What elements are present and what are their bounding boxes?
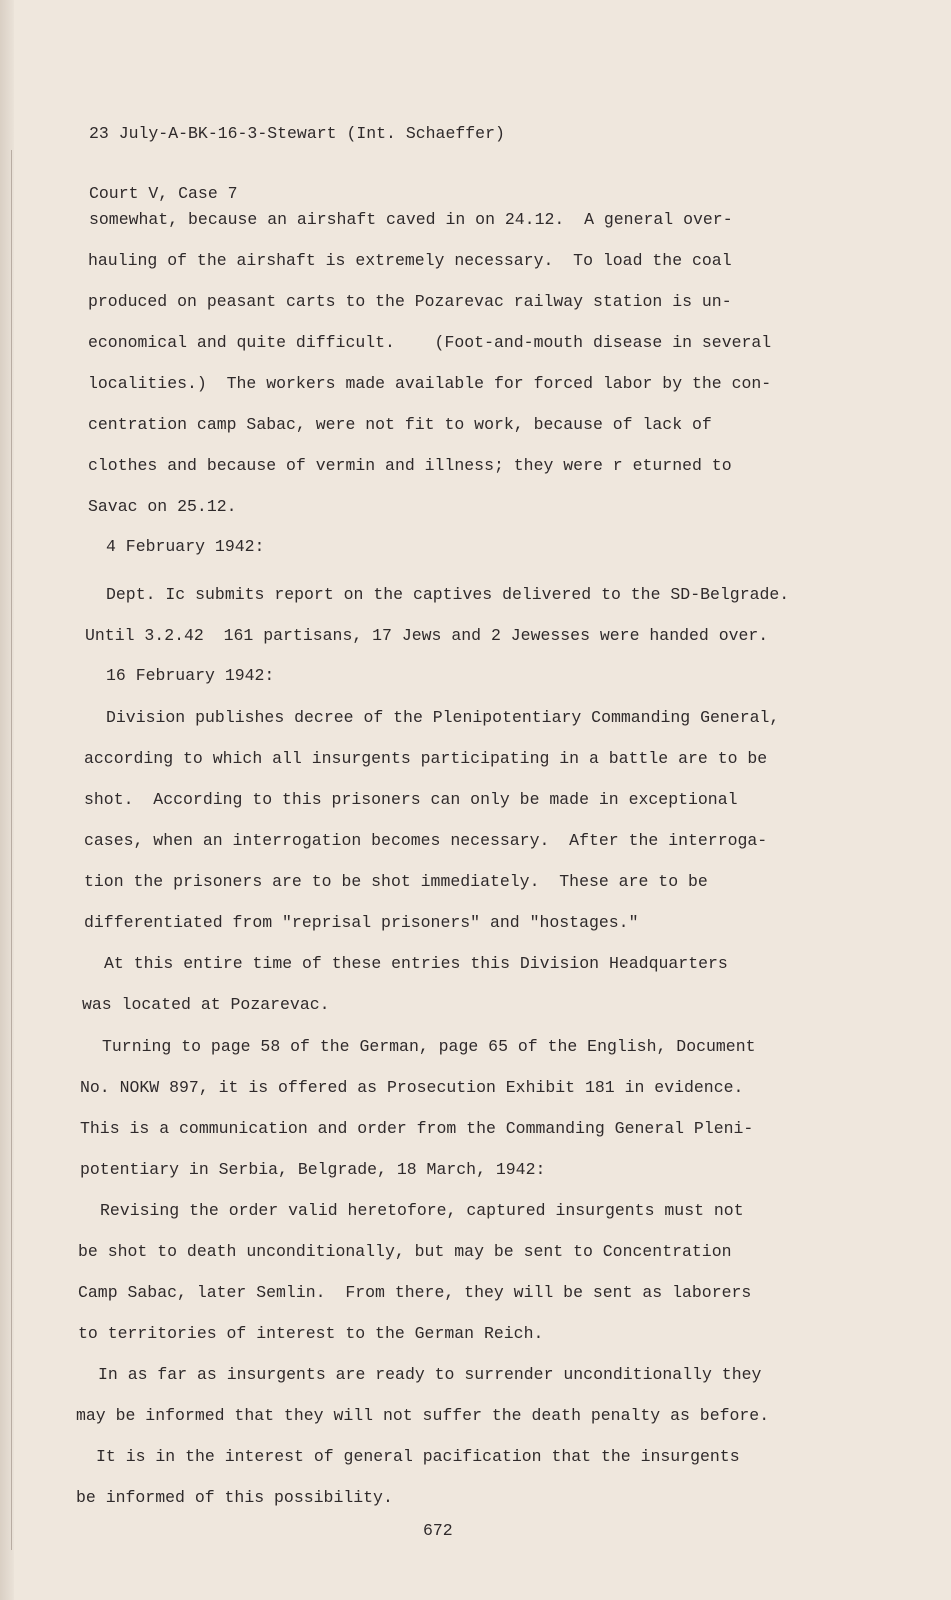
- quoted-order-line: In as far as insurgents are ready to surrender unconditionally they: [98, 1365, 762, 1384]
- binding-line: [11, 150, 12, 1550]
- quoted-order-line: be informed of this possibility.: [76, 1488, 393, 1507]
- header-line-2: Court V, Case 7: [89, 184, 238, 203]
- text-line: cases, when an interrogation becomes necessary. After the interroga-: [84, 831, 768, 850]
- text-line: Until 3.2.42 161 partisans, 17 Jews and 2 Jewesses were handed over.: [85, 626, 769, 645]
- quoted-order-line: Camp Sabac, later Semlin. From there, they will be sent as laborers: [78, 1283, 752, 1302]
- text-line: Dept. Ic submits report on the captives delivered to the SD-Belgrade.: [106, 585, 790, 604]
- text-line: centration camp Sabac, were not fit to work, because of lack of: [88, 415, 712, 434]
- page-number: 672: [423, 1521, 453, 1540]
- text-line: shot. According to this prisoners can only be made in exceptional: [84, 790, 738, 809]
- quoted-order-line: It is in the interest of general pacification that the insurgents: [96, 1447, 740, 1466]
- text-line: tion the prisoners are to be shot immediately. These are to be: [84, 872, 708, 891]
- text-line: somewhat, because an airshaft caved in on 24.12. A general over-: [89, 210, 733, 229]
- text-line: localities.) The workers made available for forced labor by the con-: [88, 374, 772, 393]
- text-line: clothes and because of vermin and illness; they were r eturned to: [88, 456, 732, 475]
- text-line: At this entire time of these entries this Division Headquarters: [104, 954, 728, 973]
- text-line: was located at Pozarevac.: [82, 995, 330, 1014]
- text-line: potentiary in Serbia, Belgrade, 18 March, 1942:: [80, 1160, 546, 1179]
- text-line: differentiated from "reprisal prisoners" and "hostages.": [84, 913, 639, 932]
- text-line: Turning to page 58 of the German, page 65 of the English, Document: [102, 1037, 756, 1056]
- entry-date: 4 February 1942:: [106, 537, 265, 556]
- text-line: hauling of the airshaft is extremely necessary. To load the coal: [88, 251, 732, 270]
- text-line: Division publishes decree of the Plenipotentiary Commanding General,: [106, 708, 780, 727]
- text-line: according to which all insurgents participating in a battle are to be: [84, 749, 768, 768]
- text-line: Savac on 25.12.: [88, 497, 237, 516]
- text-line: economical and quite difficult. (Foot-and-mouth disease in several: [88, 333, 772, 352]
- text-line: This is a communication and order from the Commanding General Pleni-: [80, 1119, 754, 1138]
- text-line: No. NOKW 897, it is offered as Prosecution Exhibit 181 in evidence.: [80, 1078, 744, 1097]
- quoted-order-line: be shot to death unconditionally, but may be sent to Concentration: [78, 1242, 732, 1261]
- quoted-order-line: Revising the order valid heretofore, captured insurgents must not: [100, 1201, 744, 1220]
- quoted-order-line: to territories of interest to the German Reich.: [78, 1324, 544, 1343]
- header-line-1: 23 July-A-BK-16-3-Stewart (Int. Schaeffer): [89, 124, 505, 143]
- entry-date: 16 February 1942:: [106, 666, 275, 685]
- quoted-order-line: may be informed that they will not suffer the death penalty as before.: [76, 1406, 770, 1425]
- text-line: produced on peasant carts to the Pozarevac railway station is un-: [88, 292, 732, 311]
